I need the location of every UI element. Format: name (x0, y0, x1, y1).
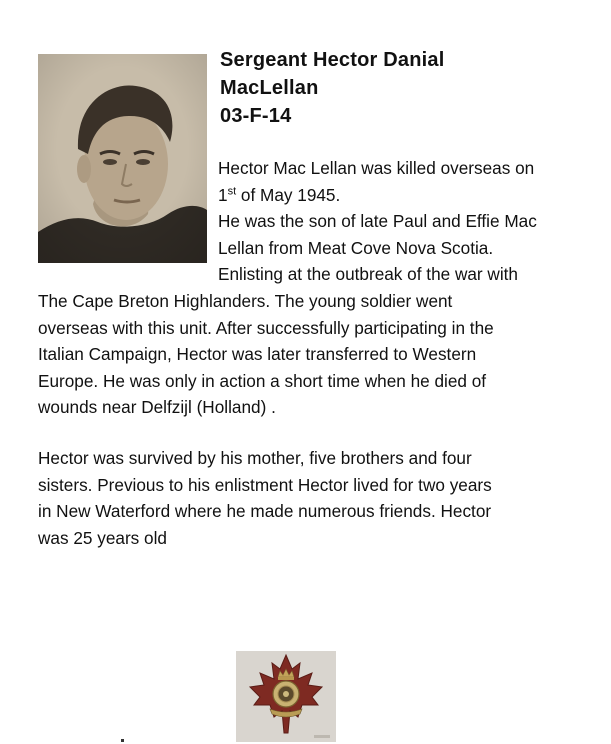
portrait-photo (38, 54, 207, 263)
bio-line: Hector Mac Lellan was killed overseas on (218, 158, 535, 178)
bio-line-date (218, 182, 603, 209)
bio-line: was 25 years old (38, 527, 167, 548)
bio-line: wounds near Delfzijl (Holland) . (38, 397, 276, 418)
maple-leaf-regimental-badge-icon (236, 651, 336, 742)
bio-line: Europe. He was only in action a short time when he died of (38, 370, 487, 391)
bio-paragraph-1 (218, 155, 603, 288)
bio-line: Italian Campaign, Hector was later transferred to Western (38, 344, 477, 365)
title-line-surname: MacLellan (220, 77, 319, 99)
bio-paragraph-3 (38, 445, 603, 551)
bio-line: The Cape Breton Highlanders. The young soldier went (38, 291, 453, 311)
bio-line: overseas with this unit. After successfully participating in the (38, 317, 494, 338)
page-title (220, 46, 600, 130)
bio-line: Lellan from Meat Cove Nova Scotia. (218, 237, 494, 258)
bio-line: He was the son of late Paul and Effie Mac (218, 211, 537, 232)
bio-line: in New Waterford where he made numerous friends. Hector (38, 501, 492, 522)
bio-line: sisters. Previous to his enlistment Hector lived for two years (38, 474, 492, 495)
date-day: 1 (218, 184, 228, 205)
date-day-suffix: st (227, 184, 237, 197)
grave-number: 03-F-14 (220, 105, 292, 127)
title-line-name: Sergeant Hector Danial (220, 49, 445, 71)
portrait-illustration (38, 54, 207, 263)
date-rest: of May 1945. (236, 184, 341, 205)
bio-line: Hector was survived by his mother, five brothers and four (38, 448, 472, 468)
stray-mark (121, 739, 124, 742)
regimental-badge-image (236, 651, 336, 742)
bio-paragraph-2 (38, 288, 603, 421)
bio-line: Enlisting at the outbreak of the war with (218, 264, 518, 285)
